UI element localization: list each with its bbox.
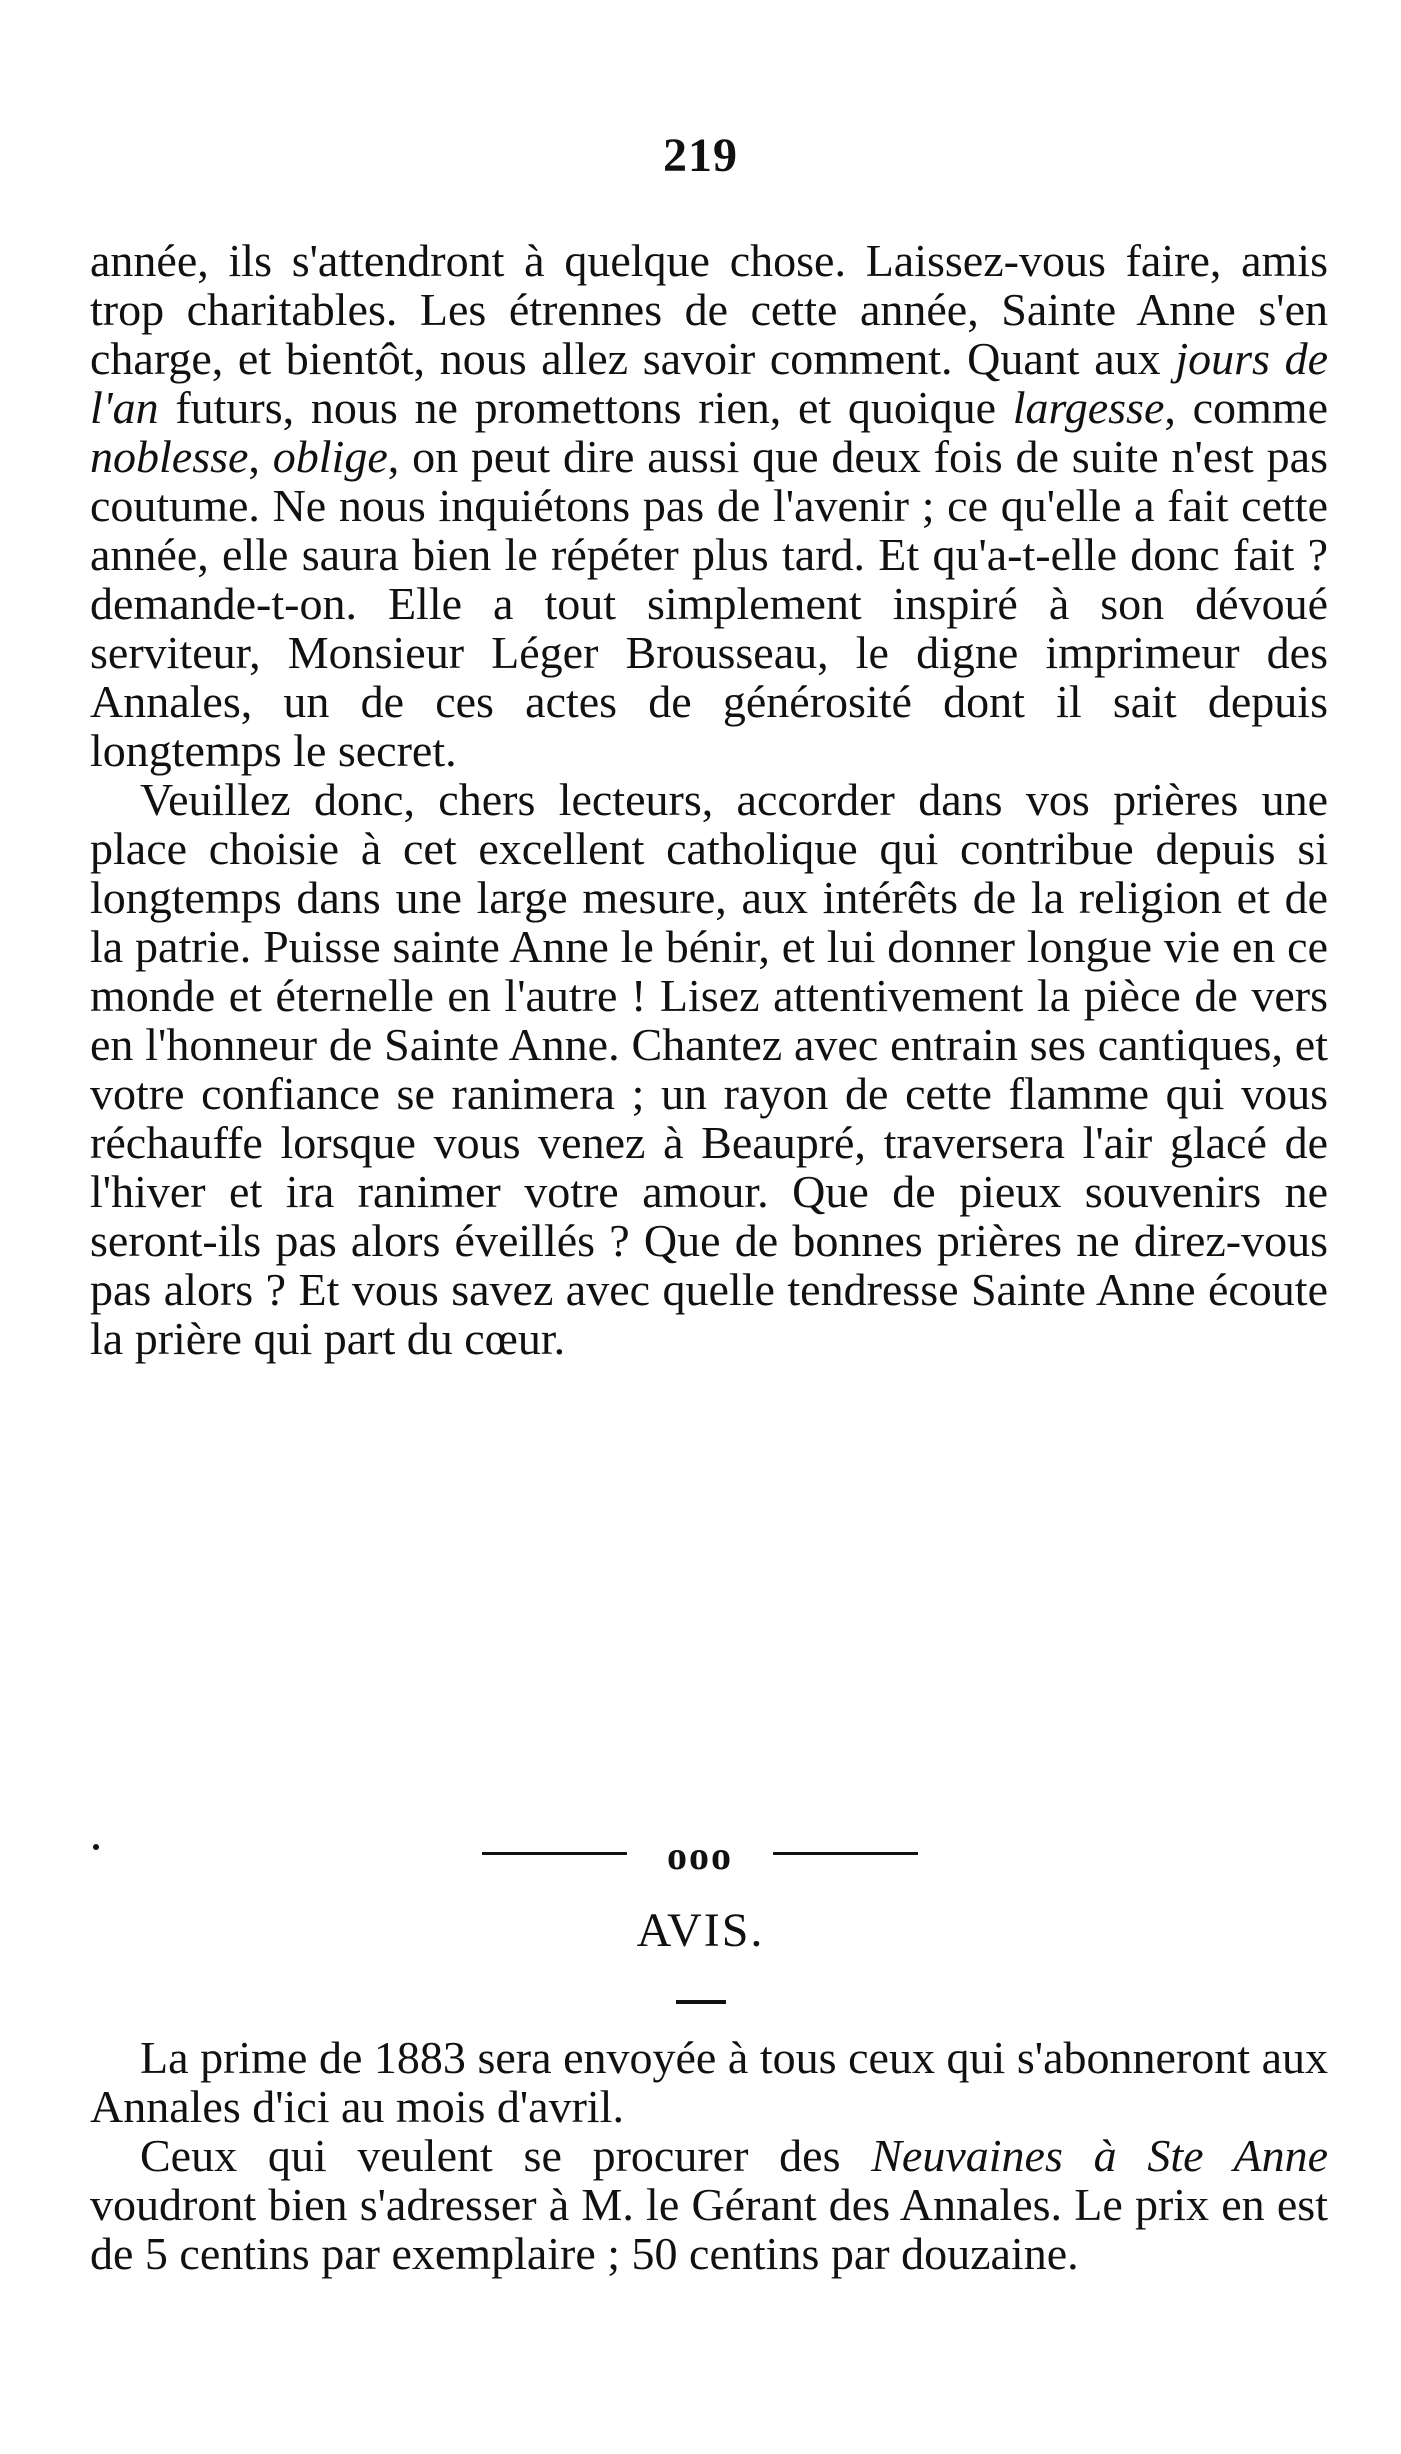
avis-heading: AVIS.: [636, 1904, 765, 1957]
text-segment: Veuillez donc, chers lecteurs, accorder dans vos prières une place choisie à cet excellent catholique qui contribue depuis si longtemps dans une large mesure, aux intérêts de la religion et de la patrie. Puisse sainte Anne le bénir, et lui donner longue vie en ce monde et éternelle en l'autre ! Lisez attentivement la pièce de vers en l'honneur de Sainte Anne. Chantez avec entrain ses cantiques, et votre confiance se ranimera ; un rayon de cette flamme qui vous réchauffe lorsque vous venez à Beaupré, traversera l'air glacé de l'hiver et ira ranimer votre amour. Que de pieux souvenirs ne seront-ils pas alors éveillés ? Que de bonnes prières ne direz-vous pas alors ? Et vous savez avec quelle tendresse Sainte Anne écoute la prière qui part du cœur.: [90, 774, 1328, 1364]
heading-rule: [676, 2000, 726, 2004]
article-body: [90, 236, 1328, 1363]
text-segment: La prime de 1883 sera envoyée à tous ceux qui s'abonneront aux Annales d'ici au mois d'avril.: [90, 2032, 1328, 2132]
page-number: 219: [663, 129, 738, 182]
text-segment: , comme: [1164, 382, 1328, 433]
text-segment: voudront bien s'adresser à M. le Gérant des Annales. Le prix en est de 5 centins par exemplaire ; 50 centins par douzaine.: [90, 2179, 1328, 2279]
stray-dot: [93, 1844, 99, 1850]
italic-segment: oblige: [272, 431, 388, 482]
article-paragraph-2: [90, 775, 1328, 1363]
italic-segment: largesse: [1012, 382, 1165, 433]
separator-ornament: ooo: [667, 1833, 733, 1878]
avis-body: [90, 2033, 1328, 2278]
text-segment: Ceux qui veulent se procurer des: [140, 2130, 872, 2181]
text-segment: ,: [248, 431, 273, 482]
avis-paragraph-2: [90, 2131, 1328, 2278]
avis-paragraph-1: [90, 2033, 1328, 2131]
text-segment: futurs, nous ne promettons rien, et quoique: [158, 382, 1013, 433]
section-separator: [0, 1830, 1401, 1878]
text-segment: année, ils s'attendront à quelque chose. Laissez-vous faire, amis trop charitables. Les étrennes de cette année, Sainte Anne s'en charge, et bientôt, nous allez savoir comment. Quant aux: [90, 235, 1328, 384]
italic-segment: Neuvaines à Ste Anne: [871, 2130, 1328, 2181]
italic-segment: noblesse: [90, 431, 249, 482]
separator-rule-left: [482, 1852, 627, 1855]
italic-segment: jours de l'an: [90, 333, 1328, 433]
text-segment: , on peut dire aussi que deux fois de suite n'est pas coutume. Ne nous inquiétons pas de l'avenir ; ce qu'elle a fait cette année, elle saura bien le répéter plus tard. Et qu'a-t-elle donc fait ? demande-t-on. Elle a tout simplement inspiré à son dévoué serviteur, Monsieur Léger Brousseau, le digne imprimeur des Annales, un de ces actes de générosité dont il sait depuis longtemps le secret.: [90, 431, 1328, 776]
article-paragraph-1: [90, 236, 1328, 775]
separator-rule-right: [773, 1852, 918, 1855]
